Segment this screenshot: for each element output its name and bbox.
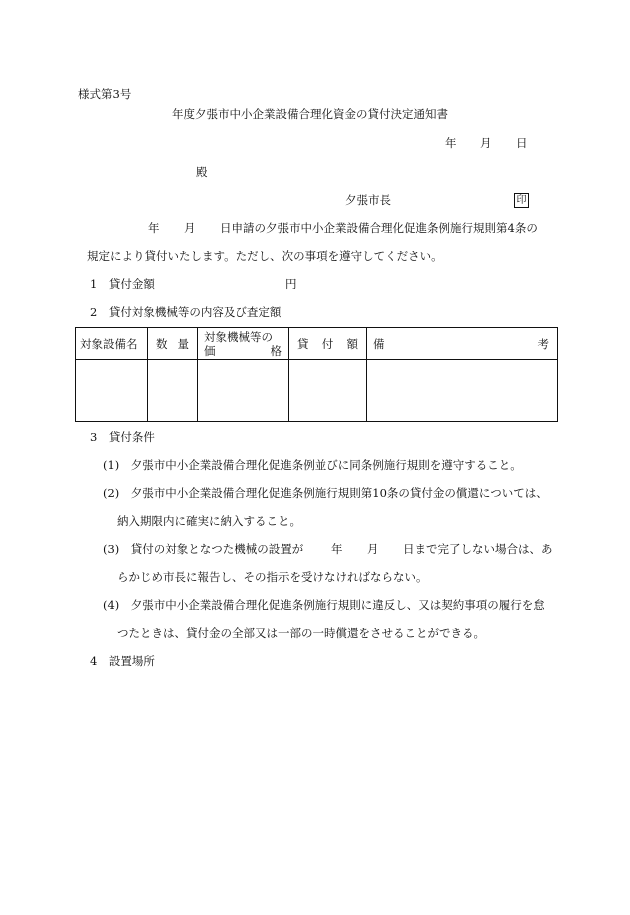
header-equipment-name: 対象設備名 [76,328,148,360]
header-remarks: 備 考 [367,328,558,360]
condition-4-line2: つたときは、貸付金の全部又は一部の一時償還をさせることができる。 [117,626,485,640]
header-quantity: 数 量 [148,328,198,360]
condition-3-line1-start: (3) 貸付の対象となつた機械の設置が [103,542,304,556]
date-year: 年 [445,136,457,150]
table-header-row [76,328,558,360]
condition-1: (1) 夕張市中小企業設備合理化促進条例並びに同条例施行規則を遵守すること。 [103,458,522,472]
condition-3-year: 年 [331,542,343,556]
body-year: 年 [148,221,160,235]
section-1-unit: 円 [285,277,297,291]
table-row [76,360,558,422]
section-3-label: 3 貸付条件 [90,430,155,444]
section-4-label: 4 設置場所 [90,654,155,668]
header-loan-amount: 貸 付 額 [289,328,367,360]
section-2-label: 2 貸付対象機械等の内容及び査定額 [90,305,282,319]
condition-2-line2: 納入期限内に確実に納入すること。 [117,514,301,528]
condition-3-line1-end: 日まで完了しない場合は、あ [403,542,553,556]
cell-loan-amount [289,360,367,422]
cell-quantity [148,360,198,422]
form-number: 様式第3号 [78,87,132,101]
condition-3-line2: らかじめ市長に報告し、その指示を受けなければならない。 [117,570,428,584]
equipment-table [75,327,558,422]
cell-equipment-name [76,360,148,422]
seal-mark: 印 [514,193,529,208]
document-title: 年度夕張市中小企業設備合理化資金の貸付決定通知書 [172,107,448,121]
section-1-label: 1 貸付金額 [90,277,155,291]
condition-3-month: 月 [367,542,379,556]
addressee-suffix: 殿 [196,165,208,179]
header-price: 対象機械等の 価 格 [198,328,289,360]
condition-2-line1: (2) 夕張市中小企業設備合理化促進条例施行規則第10条の貸付金の償還については、 [103,486,548,500]
issuer: 夕張市長 [345,193,391,207]
body-line1: 日申請の夕張市中小企業設備合理化促進条例施行規則第4条の [220,221,538,235]
body-month: 月 [184,221,196,235]
condition-4-line1: (4) 夕張市中小企業設備合理化促進条例施行規則に違反し、又は契約事項の履行を怠 [103,598,545,612]
date-month: 月 [480,136,492,150]
cell-remarks [367,360,558,422]
cell-price [198,360,289,422]
body-line2: 規定により貸付いたします。ただし、次の事項を遵守してください。 [87,249,443,263]
date-day: 日 [516,136,528,150]
